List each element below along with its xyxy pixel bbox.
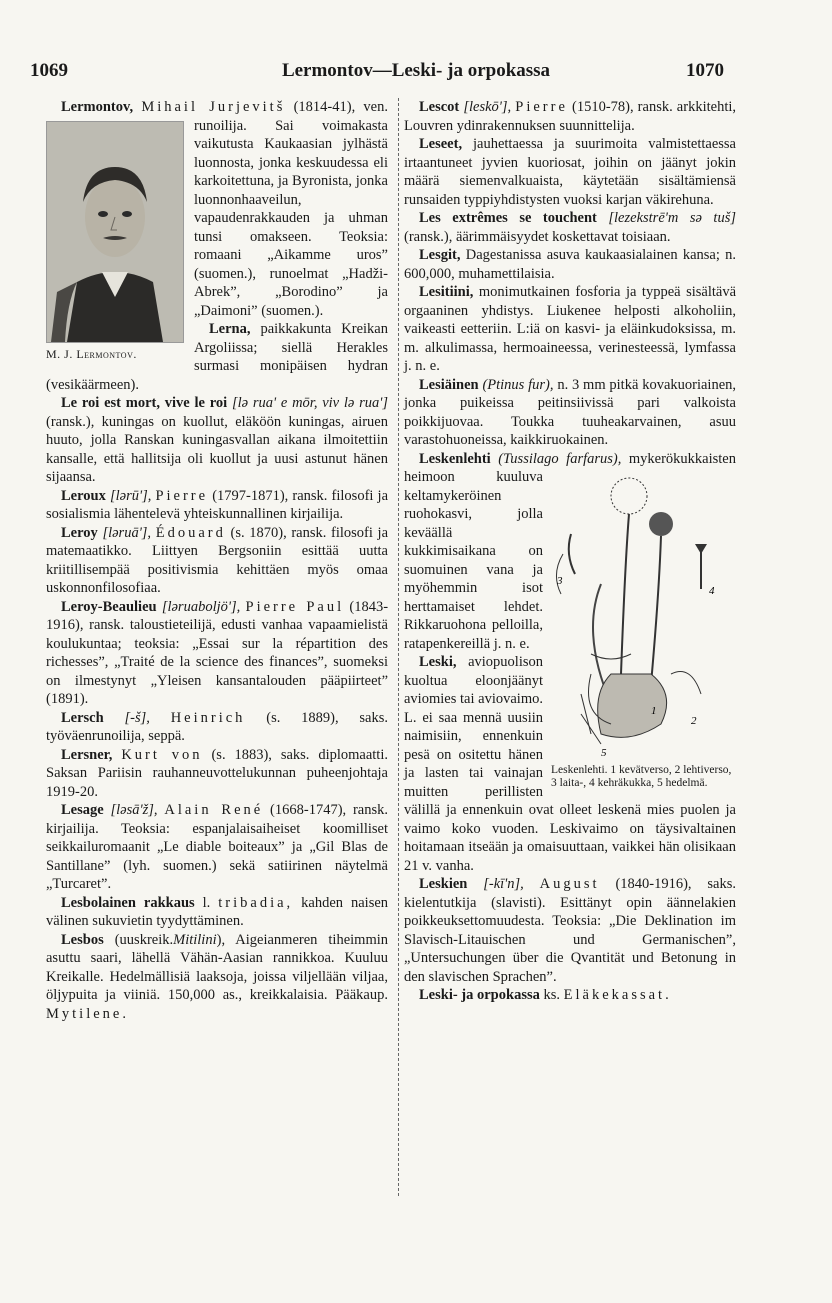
headword: Lesgit, xyxy=(419,247,461,263)
entry-text: paikkakunta Kreikan Argoliissa; siellä Herakles surmasi monipäisen hydran (vesikäärmeen). xyxy=(46,321,388,393)
person-name: Pierre xyxy=(515,99,568,115)
pronunciation: [ləruaboljö'], xyxy=(161,598,241,615)
entry-lescot xyxy=(404,98,736,135)
entry-lesbolainen-rakkaus xyxy=(46,894,388,931)
entry-lesgit xyxy=(404,246,736,283)
person-name: Édouard xyxy=(155,524,226,541)
person-name: August xyxy=(539,876,600,892)
entry-text: l. xyxy=(202,894,211,911)
right-column xyxy=(404,98,736,1005)
entry-text: (ransk.), kuningas on kuollut, eläköön kuningas, airuen huuto, jolla Ranskan kuningasvallan aikana ilmoitettiin kansalle, että hallitsija oli kuollut ja uusi astunut hänen sijaansa. xyxy=(46,413,388,485)
headword: Lersch xyxy=(61,709,104,726)
pronunciation: [-š], xyxy=(124,709,150,726)
entry-text: (s. 1870), ransk. filosofi ja matemaatikko. Liittyen Bergsoniin esittää uutta kriitillisempää positivismia kehittäen myös omaa uskonnonfilosofiaa. xyxy=(46,524,389,596)
svg-text:3: 3 xyxy=(557,575,563,587)
entry-leroy xyxy=(46,524,388,598)
pronunciation: [lezekstrē'm sə tuš] xyxy=(608,210,736,226)
column-divider xyxy=(398,98,400,1196)
headword: Le roi est mort, vive le roi xyxy=(61,395,228,411)
entry-text: kahden naisen välinen sukuvietin tyydyttäminen. xyxy=(46,894,389,929)
entry-text: (1814-41), ven. runoilija. Sai voimakasta vaikutusta Kaukaasian jylhästä luonnosta, jonka keskuudessa eli karkoitettuna, ja Byronista, jonka luonnonhaaveilun, vapaudenrakkauden ja uhman tunsi omakseen. Teoksia: romaani „Aikamme uros” (suomen.), runoelmat „Hadži-Abrek”, „Borodino” ja „Daimoni” (suomen.). xyxy=(194,99,388,319)
entry-text: jauhettaessa ja suurimoita valmistettaessa irtaantuneet jyvien kuoriosat, joihin on jäänyt jokin määrä siemenvalkuaista, käytetään sisältämiensä runsaiden typpiyhdistysten vuoksi karjan väkirehuna. xyxy=(404,136,736,208)
left-column xyxy=(46,98,388,1023)
person-name: Heinrich xyxy=(170,709,246,726)
entry-text: ks. xyxy=(543,987,561,1003)
person-name: Pierre Paul xyxy=(245,598,345,615)
pronunciation: [lə rua' e mōr, viv lə rua'] xyxy=(231,395,389,411)
entry-text: (1840-1916), saks. kielentutkija (slavisti). Esittänyt opin äännelakien poikkeuksettomuudesta. Teoksia: „Die Deklination im Slavisch-Litauischen und Germanischen”, „Untersuchungen über die Qvantität und Betonung in den slavischen Sprachen”. xyxy=(404,876,737,985)
person-name: Pierre xyxy=(155,487,209,504)
pronunciation: [leskō'], xyxy=(463,99,512,115)
headword: Les extrêmes se touchent xyxy=(419,210,597,226)
svg-text:1: 1 xyxy=(651,705,657,717)
entry-text: (ransk.), äärimmäisyydet koskettavat toisiaan. xyxy=(404,228,671,245)
entry-lesiainen xyxy=(404,376,736,450)
pronunciation: [ləruā'], xyxy=(102,524,152,541)
pronunciation: [-kī'n], xyxy=(483,876,524,892)
entry-text: aviopuolison kuoltua eloonjäänyt aviomies tai aviovaimo. L. ei saa mennä uusiin naimisiin, ennenkuin pesä on ositettu hänen ja lasten tai vainajan muitten perillisten välillä ja ennenkuin ovat olleet leskenä mies puolen ja vaimo koko vuoden. Leskivaimo on täysivaltainen hoitamaan itseään ja omaisuuttaan, vaikkei hän olisikaan 21 v. vanha. xyxy=(404,654,736,874)
headword: Lermontov, xyxy=(61,99,134,115)
headword: Lesbos xyxy=(61,931,104,948)
headword: Leskien xyxy=(419,876,468,892)
plant-figure xyxy=(551,474,736,790)
headword: Lersner, xyxy=(61,746,113,763)
italic-term: Mitilini xyxy=(173,931,217,948)
person-name: Mihail Jurjevitš xyxy=(141,99,286,115)
entry-text: (1510-78), ransk. arkkitehti, Louvren ydinrakennuksen suunnittelija. xyxy=(404,99,736,134)
entry-leseet xyxy=(404,135,736,209)
entry-leski-ja-orpokassa xyxy=(404,986,736,1005)
headword: Lerna, xyxy=(209,321,251,337)
latin-name: (Tussilago farfarus), xyxy=(498,450,622,467)
entry-lesage xyxy=(46,801,388,894)
portrait-illustration xyxy=(47,122,183,342)
svg-text:4: 4 xyxy=(709,585,715,597)
page-number-left: 1069 xyxy=(30,60,68,81)
entry-text: (uuskreik. xyxy=(114,931,174,948)
headword: Leski, xyxy=(419,654,457,670)
entry-text: Dagestanissa asuva kaukaasialainen kansa; n. 600,000, muhamettilaisia. xyxy=(404,247,737,282)
entry-leskien xyxy=(404,875,736,986)
entry-lesbos xyxy=(46,931,388,1024)
entry-text: ), Aigeianmeren tiheimmin asuttu saari, lähellä Vähän-Aasian rannikkoa. Kuuluu Kreikalle. Hedelmällisiä laaksoja, joissa viljellään viljaa, öljypuita ja viiniä. 150,000 as., kreikkalaisia. Pääkaup. xyxy=(46,931,388,1003)
running-head: Lermontov—Leski- ja orpokassa xyxy=(281,60,551,81)
entry-text: (1797-1871), ransk. filosofi ja sosialismia lähentelevä yhteiskunnallinen kirjailija. xyxy=(46,487,389,522)
headword: Lesage xyxy=(61,802,104,818)
svg-text:2: 2 xyxy=(691,715,697,727)
pronunciation: [lərū'], xyxy=(109,487,152,504)
entry-text: (1843-1916), ransk. taloustieteilijä, edusti vanhaa vapaamielistä koulukuntaa; teoksia: „Essai sur la répartition des richesses”, „Traité de la science des finances”, suomeksi on ilmestynyt „Yleisen kansantalouden pääpiirteet” (1891). xyxy=(46,598,389,707)
portrait-figure xyxy=(46,121,186,361)
page-number-right: 1070 xyxy=(686,60,724,81)
coltsfoot-illustration xyxy=(551,474,736,764)
headword: Leroy-Beaulieu xyxy=(61,598,157,615)
headword: Leskenlehti xyxy=(419,450,491,467)
entry-lersner xyxy=(46,746,388,802)
entry-leroy-beaulieu xyxy=(46,598,388,709)
portrait-caption: M. J. Lermontov. xyxy=(46,346,137,361)
entry-text: monimutkainen fosforia ja typpeä sisältävä orgaaninen yhdistys. Liukenee helposti alkoholiin, vaikeasti eetteriin. L:iä on kasvi- ja eläinkudoksissa, m. m. alkulimassa, hermoaineessa, verinesteessä, lymfassa j. n. e. xyxy=(404,284,737,374)
headword: Leski- ja orpokassa xyxy=(419,987,540,1003)
entry-lesitiini xyxy=(404,283,736,376)
entry-text: n. 3 mm pitkä kovakuoriainen, jonka puikeissa peitinsiivissä pari valkoista poikkijuovaa. Toukka tuuheakarvainen, asuu varastohuoneissa, kaikkiruokainen. xyxy=(404,376,737,448)
entry-text: (s. 1883), saks. diplomaatti. Saksan Pariisin rauhanneuvottelukunnan puheenjohtaja 1919-20. xyxy=(46,746,388,800)
spaced-term: Mytilene. xyxy=(46,1005,129,1022)
headword: Leroux xyxy=(61,487,106,504)
entry-le-roi xyxy=(46,394,388,487)
plant-caption: Leskenlehti. 1 kevätverso, 2 lehtiverso, 3 laita-, 4 kehräkukka, 5 hedelmä. xyxy=(551,764,732,789)
latin-name: (Ptinus fur), xyxy=(482,376,554,393)
headword: Lesiäinen xyxy=(419,376,479,393)
headword: Lesbolainen rakkaus xyxy=(61,894,195,911)
person-name: Alain René xyxy=(164,802,264,818)
headword: Lescot xyxy=(419,99,460,115)
entry-leroux xyxy=(46,487,388,524)
cross-reference[interactable]: Eläkekassat. xyxy=(563,987,672,1003)
headword: Lesitiini, xyxy=(419,284,474,300)
portrait-image xyxy=(46,121,184,343)
pronunciation: [ləsā'ž], xyxy=(110,802,158,818)
headword: Leseet, xyxy=(419,136,463,152)
person-name: Kurt von xyxy=(121,746,203,763)
entry-les-extremes xyxy=(404,209,736,246)
headword: Leroy xyxy=(61,524,98,541)
svg-text:5: 5 xyxy=(601,747,607,759)
entry-text: mykerökukkaisten heimoon kuuluva keltamykeröinen ruohokasvi, jolla keväällä kukkimisaikana on suomuinen vana ja myöhemmin isot herttamaiset lehdet. Rikkaruohona pelloilla, ratapenkereillä j. n. e. xyxy=(404,450,736,652)
page-header xyxy=(0,60,832,90)
plant-image xyxy=(551,474,736,764)
entry-lersch xyxy=(46,709,388,746)
entry-text: (s. 1889), saks. työväenrunoilija, seppä. xyxy=(46,709,389,744)
spaced-term: tribadia, xyxy=(218,894,294,911)
entry-text: (1668-1747), ransk. kirjailija. Teoksia: espanjalaisaiheiset koomilliset seikkailuromaanit „Le diable boiteaux” ja „Gil Blas de Santillane” (lyh. suomen.) sekä satiirinen näytelmä „Turcaret”. xyxy=(46,802,388,892)
